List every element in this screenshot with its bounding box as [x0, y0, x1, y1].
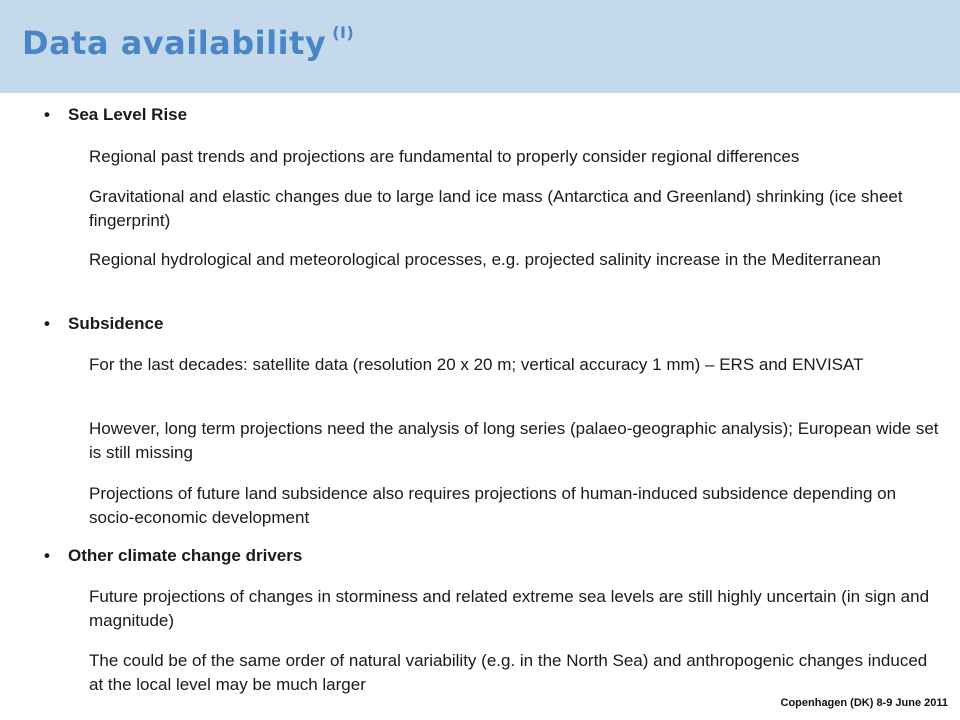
section-heading-text: Subsidence: [68, 314, 164, 333]
section-heading: [44, 105, 187, 125]
bullet-dot: •: [44, 105, 50, 124]
slide-title-superscript: (I): [332, 23, 355, 43]
section-item: Gravitational and elastic changes due to large land ice mass (Antarctica and Greenland) shrinking (ice sheet fingerprint): [89, 187, 903, 230]
section-item: Future projections of changes in storminess and related extreme sea levels are still highly uncertain (in sign and magnitude): [89, 587, 930, 630]
section-item: Projections of future land subsidence also requires projections of human-induced subsidence depending on socio-economic development: [89, 484, 897, 527]
section-item: Regional past trends and projections are fundamental to properly consider regional differences: [89, 147, 800, 166]
slide-title-text: Data availability: [22, 24, 327, 62]
bullet-dot: •: [44, 546, 50, 565]
section-item: The could be of the same order of natural variability (e.g. in the North Sea) and anthropogenic changes induced at the local level may be much larger: [89, 651, 928, 694]
section-item: For the last decades: satellite data (resolution 20 x 20 m; vertical accuracy 1 mm) – ERS and ENVISAT: [89, 355, 864, 374]
section-heading: [44, 314, 163, 334]
section-heading: [44, 546, 302, 566]
section-item: Regional hydrological and meteorological processes, e.g. projected salinity increase in the Mediterranean: [89, 250, 881, 269]
section-item: However, long term projections need the analysis of long series (palaeo-geographic analysis); European wide set is still missing: [89, 419, 939, 462]
footer-caption: Copenhagen (DK) 8-9 June 2011: [780, 697, 948, 709]
bullet-dot: •: [44, 314, 50, 333]
section-heading-text: Sea Level Rise: [68, 105, 188, 124]
section-heading-text: Other climate change drivers: [68, 546, 303, 565]
